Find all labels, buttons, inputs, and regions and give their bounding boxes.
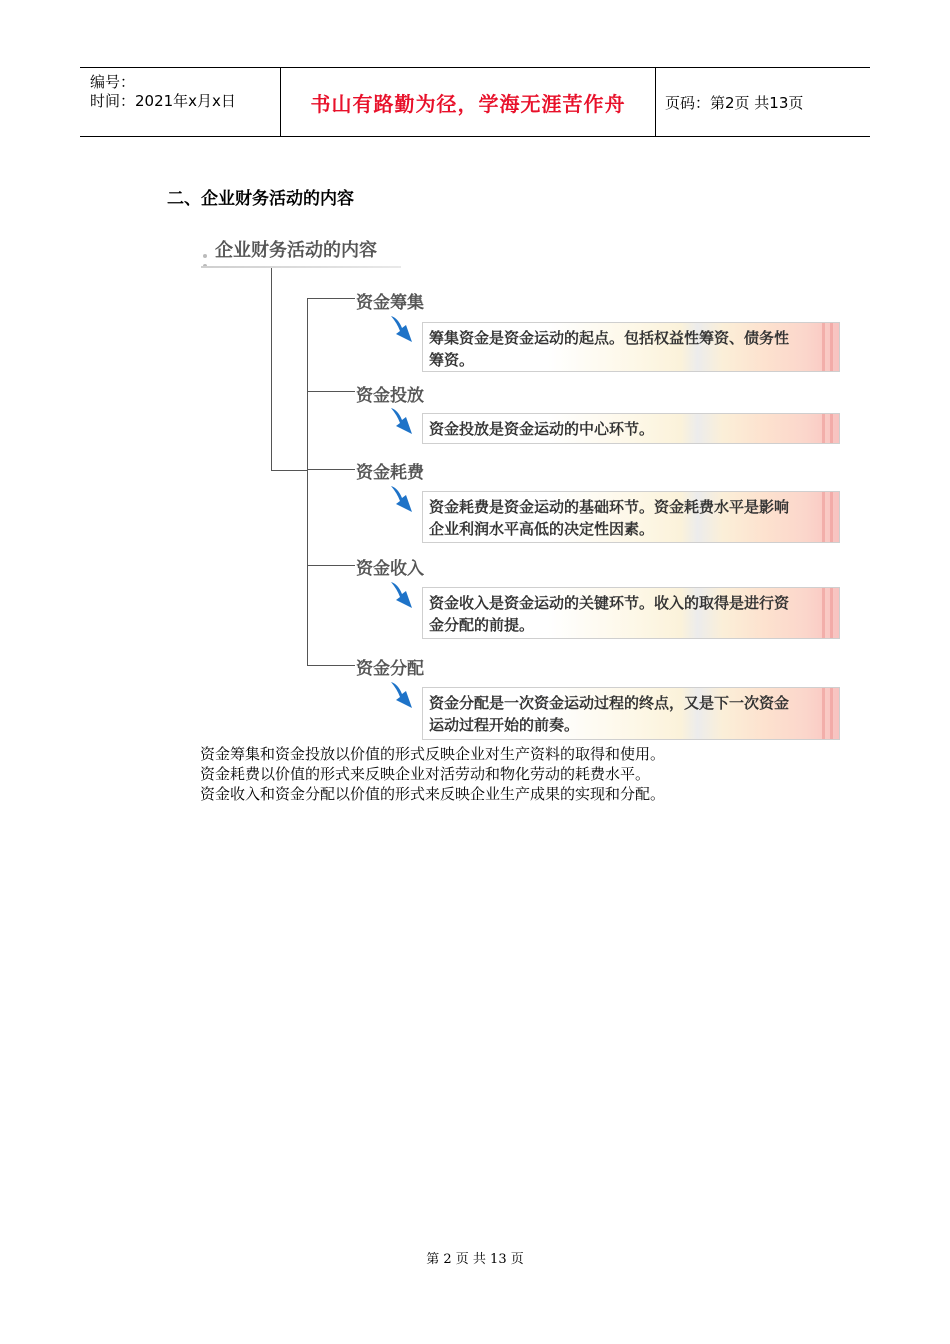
header-table (80, 67, 870, 137)
header-left-cell (80, 68, 280, 136)
arrow-icon (388, 484, 418, 516)
branch-label-consumption: 资金耗费 (356, 463, 424, 483)
branch-description-consumption (422, 491, 840, 543)
branch-connector (307, 469, 355, 470)
desc-line: 资金分配是一次资金运动过程的终点，又是下一次资金 (429, 694, 790, 712)
arrow-icon (388, 406, 418, 438)
arrow-icon (388, 580, 418, 612)
branch-description-distribution (422, 687, 840, 740)
mind-map-diagram (195, 230, 845, 745)
desc-line: 资金耗费是资金运动的基础环节。资金耗费水平是影响 (429, 498, 790, 516)
root-connector (271, 268, 272, 470)
desc-line: 资金投放是资金运动的中心环节。 (429, 420, 655, 438)
branch-connector (307, 298, 355, 299)
desc-line: 运动过程开始的前奏。 (429, 716, 580, 734)
branch-description-fundraising (422, 322, 840, 372)
box-stripe (822, 688, 825, 739)
header-page-cell (655, 68, 870, 136)
branch-label-investment: 资金投放 (356, 386, 424, 406)
section-title: 二、企业财务活动的内容 (167, 189, 354, 209)
arrow-icon (388, 680, 418, 712)
box-stripe (830, 492, 833, 542)
box-stripe (830, 588, 833, 638)
number-label: 编号： (90, 73, 136, 91)
page-footer: 第 2 页 共 13 页 (426, 1252, 524, 1267)
desc-line: 企业利润水平高低的决定性因素。 (429, 520, 655, 538)
root-branch-connector (271, 470, 307, 471)
branch-description-revenue (422, 587, 840, 639)
desc-line: 筹资。 (429, 351, 475, 369)
header-motto-cell (280, 68, 656, 136)
root-node: 企业财务活动的内容 (215, 240, 377, 261)
branch-connector (307, 665, 355, 666)
root-dot (203, 254, 207, 258)
note-line: 资金收入和资金分配以价值的形式来反映企业生产成果的实现和分配。 (200, 785, 666, 803)
branch-description-investment (422, 413, 840, 444)
branch-trunk (307, 298, 308, 666)
page-code: 页码：第2页 共13页 (665, 93, 804, 112)
box-stripe (822, 588, 825, 638)
box-stripe (830, 414, 833, 443)
time-label: 时间：2021年x月x日 (90, 92, 236, 110)
root-underline (201, 266, 401, 268)
box-stripe (822, 323, 825, 371)
note-line: 资金耗费以价值的形式来反映企业对活劳动和物化劳动的耗费水平。 (200, 765, 651, 783)
note-line: 资金筹集和资金投放以价值的形式反映企业对生产资料的取得和使用。 (200, 745, 666, 763)
box-stripe (822, 492, 825, 542)
branch-label-distribution: 资金分配 (356, 659, 424, 679)
desc-line: 金分配的前提。 (429, 616, 535, 634)
desc-line: 资金收入是资金运动的关键环节。收入的取得是进行资 (429, 594, 790, 612)
notes-block (200, 744, 665, 804)
arrow-icon (388, 314, 418, 346)
motto: 书山有路勤为径，学海无涯苦作舟 (310, 91, 626, 116)
box-stripe (822, 414, 825, 443)
desc-line: 筹集资金是资金运动的起点。包括权益性筹资、债务性 (429, 329, 790, 347)
branch-connector (307, 565, 355, 566)
branch-connector (307, 391, 355, 392)
branch-label-fundraising: 资金筹集 (356, 293, 424, 313)
box-stripe (830, 323, 833, 371)
box-stripe (830, 688, 833, 739)
branch-label-revenue: 资金收入 (356, 559, 424, 579)
